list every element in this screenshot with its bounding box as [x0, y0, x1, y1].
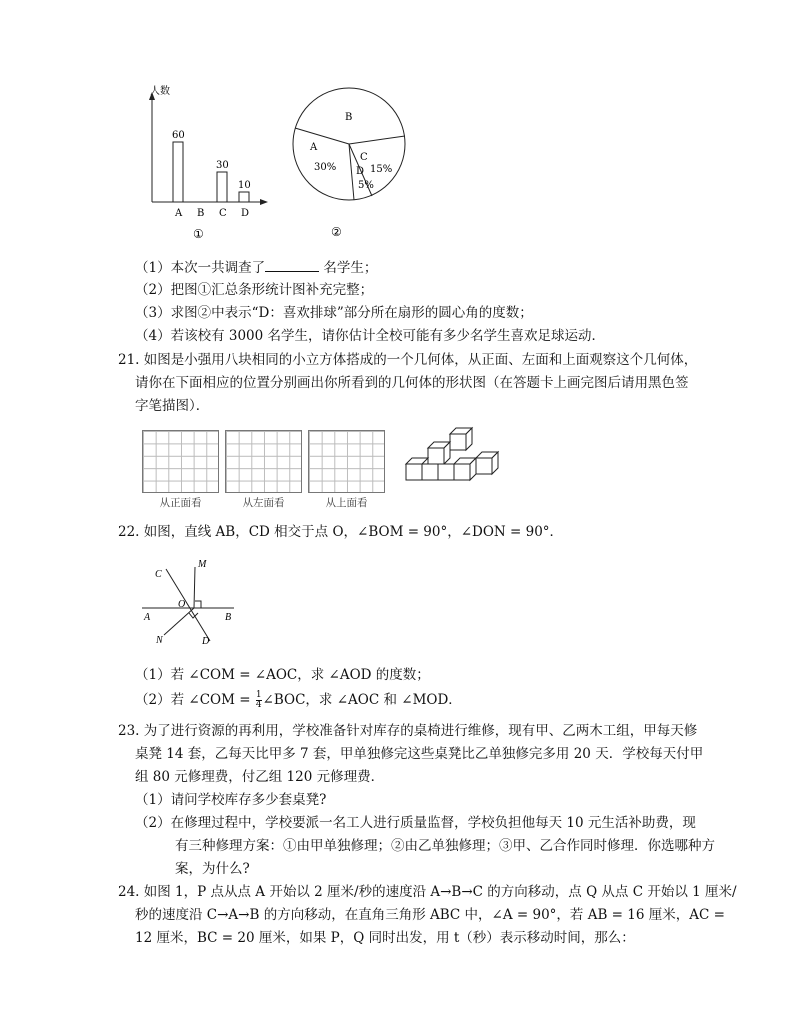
q20-item-1: （1）本次一共调查了 名学生；: [135, 260, 378, 276]
q23-item-2-line-1: （2）在修理过程中，学校要派一名工人进行质量监督，学校负担他每天 10 元生活补助费，现: [135, 815, 696, 831]
q23-line-2: 桌凳 14 套，乙每天比甲多 7 套，甲单独修完这些桌凳比乙单独修完多用 20 天．学校每天付甲: [135, 746, 704, 762]
q21-line-1: 21. 如图是小强用八块相同的小立方体搭成的一个几何体，从正面、左面和上面观察这个几何体，: [118, 352, 698, 368]
q23-item-2-line-2: 有三种修理方案：①由甲单独修理；②由乙单独修理；③甲、乙合作同时修理．你选哪种方: [175, 838, 715, 854]
pie-label-c: C: [360, 152, 368, 163]
line-cd: [166, 569, 210, 641]
point-n: N: [156, 635, 163, 646]
pie-chart-caption: ②: [331, 225, 342, 239]
bar-value-c: 30: [216, 160, 229, 171]
q22-line-1: 22. 如图，直线 AB，CD 相交于点 O，∠BOM = 90°，∠DON = 90°．: [118, 524, 564, 540]
q20-item-4: （4）若该校有 3000 名学生，请你估计全校可能有多少名学生喜欢足球运动．: [135, 328, 606, 344]
grid-top-label: 从上面看: [325, 497, 368, 509]
angle-diagram: [140, 555, 240, 647]
bar-a: [173, 142, 183, 202]
grid-front[interactable]: [142, 430, 219, 493]
x-tick-d: D: [241, 208, 250, 219]
x-tick-a: A: [175, 208, 183, 219]
grid-front-label: 从正面看: [159, 497, 202, 509]
q21-line-3: 字笔描图）．: [135, 398, 210, 414]
q23-item-1: （1）请问学校库存多少套桌凳?: [135, 792, 327, 808]
pie-label-a: A: [310, 142, 318, 153]
q20-item-3: （3）求图②中表示“D：喜欢排球”部分所在扇形的圆心角的度数；: [135, 305, 533, 321]
q21-line-2: 请你在下面相应的位置分别画出你所看到的几何体的形状图（在答题卡上画完图后请用黑色签: [135, 375, 689, 391]
bar-value-a: 60: [172, 130, 185, 141]
bar-d: [239, 192, 249, 202]
right-angle-mark: [195, 601, 201, 608]
q22-item-1: （1）若 ∠COM = ∠AOC，求 ∠AOD 的度数；: [135, 667, 430, 683]
point-a: A: [144, 612, 151, 623]
point-c: C: [155, 569, 162, 580]
ray-on: [164, 608, 194, 635]
q24-line-2: 秒的速度沿 C→A→B 的方向移动，在直角三角形 ABC 中，∠A = 90°，若 AB = 16 厘米，AC =: [135, 907, 725, 923]
fraction: $\frac{1}{4}$: [255, 690, 262, 710]
bar-value-d: 10: [238, 180, 251, 191]
pie-chart: [290, 84, 410, 240]
point-d: D: [202, 636, 210, 647]
q23-item-2-line-3: 案，为什么?: [175, 861, 250, 877]
q23-line-3: 组 80 元修理费，付乙组 120 元修理费．: [135, 769, 385, 785]
grid-left[interactable]: [225, 430, 302, 493]
grid-top[interactable]: [308, 430, 385, 493]
pie-label-d: D: [356, 166, 365, 177]
pie-percent-a: 30%: [314, 162, 337, 173]
y-axis-label: 人数: [150, 86, 170, 97]
q22-item-2: （2）若 ∠COM = $\frac{1}{4}$ ∠BOC，求 ∠AOC 和 ∠MOD．: [135, 690, 462, 710]
bar-chart-caption: ①: [193, 227, 204, 241]
pie-label-b: B: [345, 112, 353, 123]
x-axis-arrow: [260, 199, 268, 205]
q20-item-2: （2）把图①汇总条形统计图补充完整；: [135, 282, 374, 298]
q24-line-3: 12 厘米，BC = 20 厘米，如果 P，Q 同时出发，用 t（秒）表示移动时间，那么：: [135, 930, 635, 946]
q24-line-1: 24. 如图 1，P 点从点 A 开始以 2 厘米/秒的速度沿 A→B→C 的方向移动，点 Q 从点 C 开始以 1 厘米/: [118, 884, 737, 900]
q23-line-1: 23. 为了进行资源的再利用，学校准备针对库存的桌椅进行维修，现有甲、乙两木工组，甲每天修: [118, 723, 698, 739]
ray-om: [194, 567, 195, 608]
x-tick-b: B: [197, 208, 205, 219]
point-m: M: [198, 559, 207, 570]
x-tick-c: C: [219, 208, 227, 219]
bar-c: [217, 172, 227, 202]
pie-percent-c: 15%: [370, 164, 393, 175]
bar-chart: [140, 82, 270, 242]
point-o: O: [178, 599, 186, 610]
cube-structure: [402, 424, 502, 496]
answer-blank[interactable]: [265, 258, 319, 272]
pie-percent-d: 5%: [358, 180, 374, 191]
grid-left-label: 从左面看: [242, 497, 285, 509]
point-b: B: [225, 612, 232, 623]
